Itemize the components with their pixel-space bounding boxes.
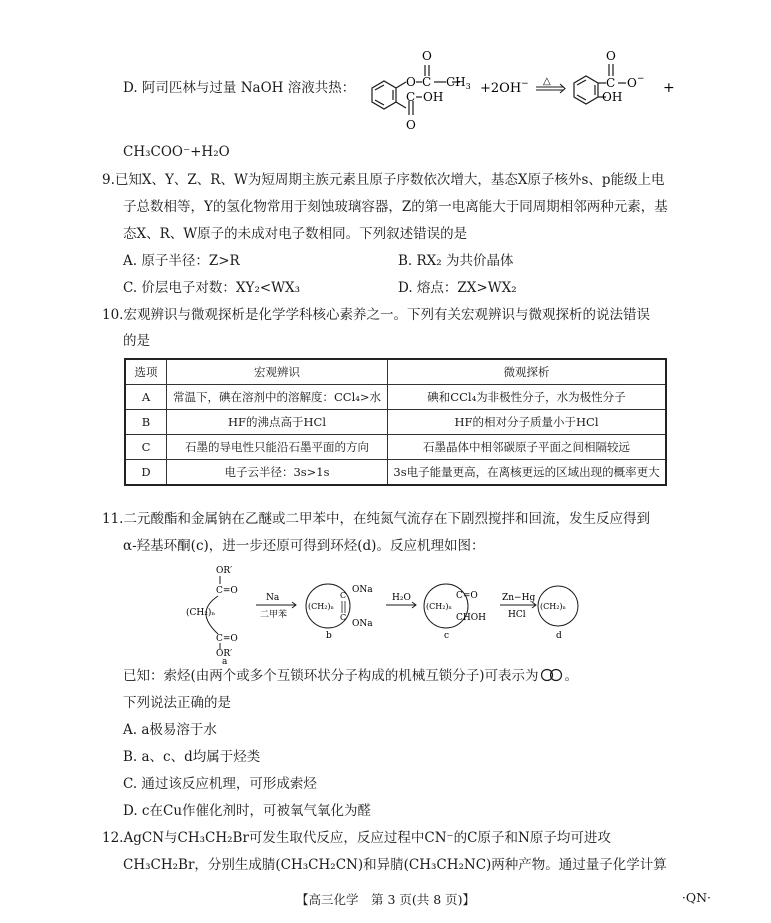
- c-ch2n: (CH₂)ₙ: [426, 602, 453, 611]
- q11-option-d: D. c在Cu作催化剂时，可被氧气氧化为醛: [123, 803, 372, 819]
- b-ona-top: ONa: [352, 585, 373, 595]
- row-b-label: B: [125, 410, 167, 435]
- label-a: a: [222, 657, 228, 667]
- b-c-top: C: [340, 591, 347, 600]
- q11-stem-line2: α-羟基环酮(c)，进一步还原可得到环烃(d)。反应机理如图：: [123, 538, 485, 554]
- label-d: d: [556, 631, 562, 641]
- q11-option-b: B. a、c、d均属于烃类: [123, 749, 261, 765]
- aspirin-reaction-equation: [360, 40, 680, 135]
- q9-number: 9.: [102, 172, 115, 188]
- q11-ask: 下列说法正确的是: [123, 695, 231, 711]
- q8d-continuation: CH₃COO⁻+H₂O: [123, 144, 230, 160]
- solvent-xylene: 二甲苯: [260, 610, 288, 620]
- q9-option-a: A. 原子半径：Z>R: [123, 253, 240, 269]
- q10-table: [124, 358, 667, 486]
- q12-number: 12.: [102, 830, 124, 846]
- q9-option-d: D. 熔点：ZX>WX₂: [398, 280, 517, 296]
- heat-symbol: △: [543, 76, 551, 87]
- row-d-label: D: [125, 460, 167, 486]
- header-micro: 微观探析: [388, 359, 667, 385]
- table-row: [125, 385, 666, 410]
- reagent-znhg: Zn−Hg: [502, 593, 536, 603]
- product-o-minus: O−: [627, 74, 645, 90]
- q10-number: 10.: [102, 307, 124, 323]
- q10-stem-line2: 的是: [123, 333, 150, 349]
- q12-stem-line1: 12.AgCN与CH₃CH₂Br可发生取代反应，反应过程中CN⁻的C原子和N原子均可进攻: [102, 830, 611, 846]
- page-footer: [0, 888, 771, 912]
- aspirin-carbonyl-o-bottom: O: [406, 118, 416, 132]
- q8d-prefix: D. 阿司匹林与过量 NaOH 溶液共热：: [123, 80, 356, 96]
- aspirin-benzene-ring: [372, 65, 460, 115]
- q9-option-c: C. 价层电子对数：XY₂<WX₃: [123, 280, 301, 296]
- row-a-micro: 碘和CCl₄为非极性分子，水为极性分子: [388, 385, 667, 410]
- row-c-label: C: [125, 435, 167, 460]
- row-c-macro: 石墨的导电性只能沿石墨平面的方向: [167, 435, 388, 460]
- aspirin-acid-c: C: [406, 90, 416, 104]
- q11-number: 11.: [102, 511, 124, 527]
- a-ch2n: (CH₂)ₙ: [186, 608, 216, 618]
- row-a-macro: 常温下，碘在溶剂中的溶解度：CCl₄>水: [167, 385, 388, 410]
- catenane-icon: [539, 668, 565, 682]
- table-row: [125, 410, 666, 435]
- b-ona-bottom: ONa: [352, 619, 373, 629]
- row-a-label: A: [125, 385, 167, 410]
- q11-option-c: C. 通过该反应机理，可形成索烃: [123, 776, 317, 792]
- row-d-micro: 3s电子能量更高，在离核更远的区域出现的概率更大: [388, 460, 667, 486]
- d-ch2n: (CH₂)ₙ: [540, 602, 567, 611]
- a-or-top: OR′: [216, 566, 233, 576]
- aspirin-carbonyl-o-top: O: [422, 49, 432, 63]
- b-c-bottom: C: [340, 613, 347, 622]
- header-macro: 宏观辨识: [167, 359, 388, 385]
- q11-stem-line1: 11.二元酸酯和金属钠在乙醚或二甲苯中，在纯氮气流存在下剧烈搅拌和回流，发生反应得到: [102, 511, 650, 527]
- q12-stem-line2: CH₃CH₂Br，分别生成腈(CH₃CH₂CN)和异腈(CH₃CH₂NC)两种产物。通过量子化学计算: [123, 857, 667, 873]
- q11-known: 已知：索烃(由两个或多个互锁环状分子构成的机械互锁分子)可表示为 。: [123, 668, 579, 684]
- table-header-row: [125, 359, 666, 385]
- q9-stem-line2: 子总数相等，Y的氢化物常用于刻蚀玻璃容器，Z的第一电离能大于同周期相邻两种元素，基: [123, 199, 668, 215]
- header-option: 选项: [125, 359, 167, 385]
- row-b-micro: HF的相对分子质量小于HCl: [388, 410, 667, 435]
- label-b: b: [326, 631, 332, 641]
- c-co: C=O: [456, 591, 478, 601]
- aspirin-oh: OH: [423, 90, 444, 104]
- plus-2oh: +2OH−: [480, 79, 529, 96]
- a-co-top: C=O: [216, 586, 238, 596]
- q10-stem-line1: 10.宏观辨识与微观探析是化学学科核心素养之一。下列有关宏观辨识与微观探析的说法错误: [102, 307, 650, 323]
- c-choh: CHOH: [456, 613, 486, 623]
- table-row: [125, 460, 666, 486]
- aspirin-acyl-c: C: [422, 75, 432, 89]
- label-c: c: [444, 631, 450, 641]
- product-oh: OH: [602, 90, 623, 104]
- a-or-bottom: OR′: [216, 649, 233, 659]
- trailing-plus: +: [663, 80, 675, 96]
- q8-option-d: [123, 78, 355, 98]
- a-co-bottom: C=O: [216, 634, 238, 644]
- reagent-h2o: H₂O: [392, 593, 411, 603]
- reagent-hcl: HCl: [508, 610, 526, 620]
- row-d-macro: 电子云半径：3s>1s: [167, 460, 388, 486]
- row-c-micro: 石墨晶体中相邻碳原子平面之间相隔较远: [388, 435, 667, 460]
- product-c: C: [606, 76, 616, 90]
- aspirin-ester-o: O: [406, 75, 416, 89]
- aspirin-ch3: $CH_3$: [446, 75, 471, 91]
- q11-option-a: A. a极易溶于水: [123, 722, 217, 738]
- b-ch2n: (CH₂)ₙ: [308, 602, 335, 611]
- table-row: [125, 435, 666, 460]
- row-b-macro: HF的沸点高于HCl: [167, 410, 388, 435]
- product-carbonyl-o: O: [606, 49, 616, 63]
- footer-mark: ·QN·: [681, 890, 711, 905]
- footer-page-info: 【高三化学 第 3 页(共 8 页)】: [295, 892, 476, 907]
- reagent-na: Na: [266, 593, 280, 603]
- q9-stem-line1: 9.已知X、Y、Z、R、W为短周期主族元素且原子序数依次增大，基态X原子核外s、p能级上电: [102, 172, 665, 188]
- q9-stem-line3: 态X、R、W原子的未成对电子数相同。下列叙述错误的是: [123, 226, 468, 242]
- q9-option-b: B. RX₂ 为共价晶体: [398, 253, 514, 269]
- acyloin-reaction-scheme: [180, 562, 600, 667]
